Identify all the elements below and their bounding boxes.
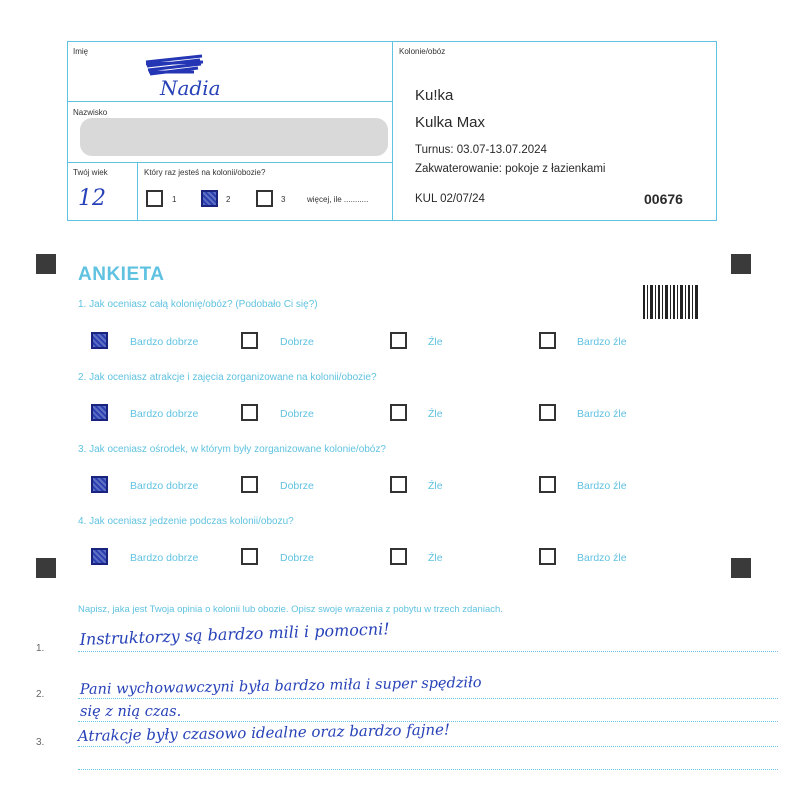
times-option-3: 3: [281, 195, 286, 204]
q1-option-label: Bardzo dobrze: [130, 336, 199, 348]
q4-option-dobrze-checkbox[interactable]: [241, 548, 258, 565]
q1-option-label: Bardzo źle: [577, 336, 627, 348]
q4-option-label: Źle: [428, 552, 443, 564]
opinion-line-3[interactable]: Atrakcje były czasowo idealne oraz bardzo fajne!: [77, 720, 451, 745]
turnus: Turnus: 03.07-13.07.2024: [415, 144, 547, 156]
opinion-line-2b[interactable]: się z nią czas.: [80, 704, 182, 720]
q2-option-label: Źle: [428, 408, 443, 420]
times-checkbox-1[interactable]: [146, 190, 163, 207]
q2-option-bardzo-zle-checkbox[interactable]: [539, 404, 556, 421]
q3-option-bardzo-dobrze-checkbox[interactable]: [91, 476, 108, 493]
line-number-2: 2.: [36, 689, 45, 700]
q3-option-zle-checkbox[interactable]: [390, 476, 407, 493]
q3-option-label: Bardzo źle: [577, 480, 627, 492]
divider: [137, 162, 138, 221]
q1-option-bardzo-dobrze-checkbox[interactable]: [91, 332, 108, 349]
age-label: Twój wiek: [73, 168, 108, 177]
registration-marker: [36, 558, 56, 578]
writing-line: [78, 746, 778, 747]
age-value: 12: [78, 186, 106, 211]
registration-marker: [36, 254, 56, 274]
times-option-2: 2: [226, 195, 231, 204]
q1-option-label: Źle: [428, 336, 443, 348]
times-checkbox-2[interactable]: [201, 190, 218, 207]
q3-option-label: Bardzo dobrze: [130, 480, 199, 492]
q2-option-label: Bardzo dobrze: [130, 408, 199, 420]
q2-option-bardzo-dobrze-checkbox[interactable]: [91, 404, 108, 421]
q2-option-zle-checkbox[interactable]: [390, 404, 407, 421]
q1-option-zle-checkbox[interactable]: [390, 332, 407, 349]
q2-option-dobrze-checkbox[interactable]: [241, 404, 258, 421]
q1-option-dobrze-checkbox[interactable]: [241, 332, 258, 349]
form-number: 00676: [644, 191, 683, 207]
q4-option-bardzo-zle-checkbox[interactable]: [539, 548, 556, 565]
q1-option-bardzo-zle-checkbox[interactable]: [539, 332, 556, 349]
divider: [67, 162, 392, 163]
name-value: Nadia: [160, 76, 221, 100]
surname-label: Nazwisko: [73, 108, 108, 117]
q3-option-label: Źle: [428, 480, 443, 492]
question-2: 2. Jak oceniasz atrakcje i zajęcia zorganizowane na kolonii/obozie?: [78, 372, 377, 383]
question-1: 1. Jak oceniasz całą kolonię/obóz? (Podobało Ci się?): [78, 299, 318, 310]
opinion-prompt: Napisz, jaka jest Twoja opinia o kolonii lub obozie. Opisz swoje wrażenia z pobytu w trzech zdaniach.: [78, 604, 503, 615]
q4-option-label: Bardzo źle: [577, 552, 627, 564]
name-label: Imię: [73, 47, 89, 56]
writing-line: [78, 651, 778, 652]
camp-code: KUL 02/07/24: [415, 193, 485, 205]
question-3: 3. Jak oceniasz ośrodek, w którym były zorganizowane kolonie/obóz?: [78, 444, 386, 455]
writing-line: [78, 769, 778, 770]
q2-option-label: Bardzo źle: [577, 408, 627, 420]
q4-option-zle-checkbox[interactable]: [390, 548, 407, 565]
divider: [67, 101, 392, 102]
q3-option-label: Dobrze: [280, 480, 314, 492]
survey-title: ANKIETA: [78, 264, 165, 285]
times-label: Który raz jesteś na kolonii/obozie?: [144, 168, 266, 177]
q4-option-label: Bardzo dobrze: [130, 552, 199, 564]
times-option-1: 1: [172, 195, 177, 204]
times-checkbox-3[interactable]: [256, 190, 273, 207]
writing-line: [78, 698, 778, 699]
q1-option-label: Dobrze: [280, 336, 314, 348]
registration-marker: [731, 558, 751, 578]
line-number-1: 1.: [36, 643, 45, 654]
q2-option-label: Dobrze: [280, 408, 314, 420]
q3-option-dobrze-checkbox[interactable]: [241, 476, 258, 493]
q4-option-bardzo-dobrze-checkbox[interactable]: [91, 548, 108, 565]
camp-line1: Ku!ka: [415, 87, 454, 104]
divider: [392, 41, 393, 221]
q3-option-bardzo-zle-checkbox[interactable]: [539, 476, 556, 493]
opinion-line-2a[interactable]: Pani wychowawczyni była bardzo miła i super spędziło: [79, 674, 482, 698]
q4-option-label: Dobrze: [280, 552, 314, 564]
camp-label: Kolonie/obóz: [399, 47, 446, 56]
times-option-more: więcej, ile ...........: [307, 195, 369, 204]
registration-marker: [731, 254, 751, 274]
opinion-line-1[interactable]: Instruktorzy są bardzo mili i pomocni!: [79, 619, 390, 649]
surname-redacted: [80, 118, 388, 156]
accommodation: Zakwaterowanie: pokoje z łazienkami: [415, 163, 606, 175]
line-number-3: 3.: [36, 737, 45, 748]
barcode: [643, 285, 699, 319]
camp-line2: Kulka Max: [415, 114, 486, 131]
question-4: 4. Jak oceniasz jedzenie podczas kolonii/obozu?: [78, 516, 294, 527]
